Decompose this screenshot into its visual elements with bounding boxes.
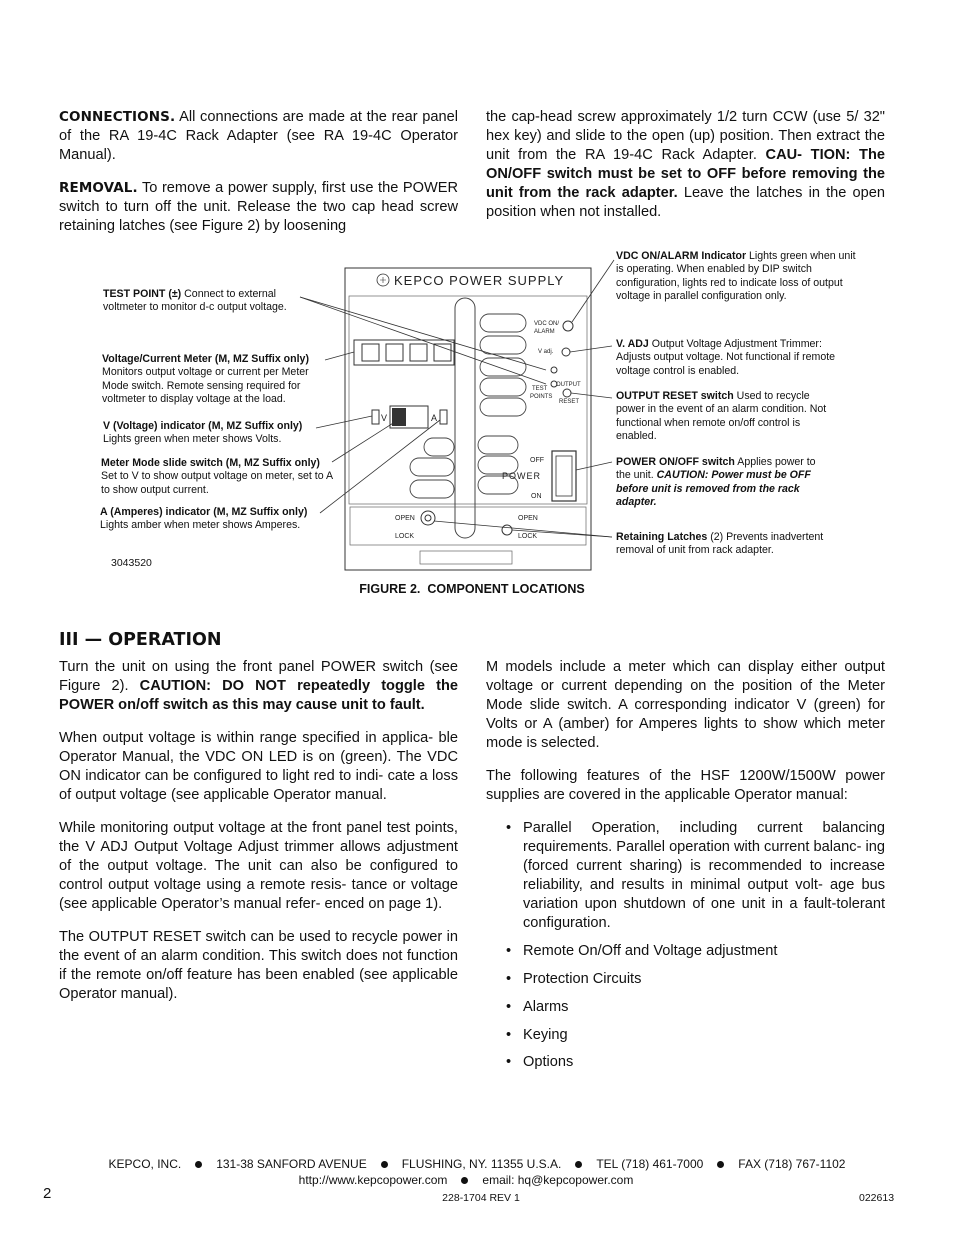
operation-section-title: III — OPERATION xyxy=(59,630,222,650)
power-label: POWER xyxy=(502,471,542,481)
a-indicator xyxy=(440,410,447,424)
date-code: 022613 xyxy=(859,1192,895,1204)
left-retaining-latch xyxy=(421,511,435,525)
operation-paragraph-1: Turn the unit on using the front panel POWER switch (see Figure 2). CAUTION: DO NOT repeatedly toggle the POWER on/off switch as this may cause unit to fault. xyxy=(59,659,458,713)
page-number: 2 xyxy=(43,1185,52,1202)
connections-removal-column xyxy=(59,108,458,250)
label-v-adj: V. ADJ Output Voltage Adjustment Trimmer: Adjusts output voltage. Not functional if remote voltage control is enabled. xyxy=(616,338,836,377)
label-voltage-current-meter: Voltage/Current Meter (M, MZ Suffix only) Monitors output voltage or current per Meter Mode switch. Remote sensing required for voltmeter to display voltage at the load. xyxy=(102,353,309,406)
list-item: • Remote On/Off and Voltage adjustment xyxy=(506,942,778,959)
test-point-positive xyxy=(551,367,557,373)
bullet-dot-icon xyxy=(195,1161,202,1168)
removal-caution: CAU- TION: The ON/OFF switch must be set to OFF before removing the unit from the rack adapter. xyxy=(486,146,885,201)
removal-lead: REMOVAL. xyxy=(59,180,138,197)
right-latch-open: OPEN xyxy=(518,515,538,522)
footer-email[interactable]: email: hq@kepcopower.com xyxy=(482,1173,634,1187)
doc-number: 228-1704 REV 1 xyxy=(442,1192,520,1204)
footer-web-line xyxy=(0,1173,932,1187)
bullet-dot-icon xyxy=(717,1161,724,1168)
bullet-dot-icon xyxy=(575,1161,582,1168)
operation-right-column xyxy=(486,658,885,1081)
footer-web[interactable]: http://www.kepcopower.com xyxy=(298,1173,448,1187)
off-label: OFF xyxy=(530,457,544,464)
right-retaining-latch xyxy=(502,525,512,535)
reset-label: RESET xyxy=(559,399,580,405)
label-vdc-on-alarm: VDC ON/ALARM Indicator Lights green when unit is operating. When enabled by DIP switch configuration, lights red to indicate loss of output voltage in parallel configuration only. xyxy=(616,250,856,303)
test-label: TEST xyxy=(532,386,548,392)
bullet-dot-icon xyxy=(461,1177,468,1184)
label-output-reset: OUTPUT RESET switch Used to recycle power in the event of an alarm condition. Not functional when remote on/off control is enabled. xyxy=(616,390,827,443)
output-label: OUTPUT xyxy=(556,382,581,388)
vdc-on-label: VDC ON/ xyxy=(534,321,560,327)
list-item: • Parallel Operation, including current balancing requirements. Parallel operation with current balanc- ing (forced current sharing) is recommended to increase reliability, and results in minimal output volt- age bus variation upon shutdown of one unit in a fault-tolerant configuration. xyxy=(506,820,885,931)
removal-continued-column xyxy=(486,108,885,236)
bullet-dot-icon xyxy=(381,1161,388,1168)
left-latch-lock: LOCK xyxy=(395,533,415,540)
connections-paragraph: CONNECTIONS. All connections are made at the rear panel of the RA 19-4C Rack Adapter (see RA 19-4C Operator Manual). xyxy=(59,109,458,163)
removal-continued-paragraph: the cap-head screw approximately 1/2 turn CCW (use 5/ 32" hex key) and slide to the open (up) position. Then extract the unit from the RA 19-4C Rack Adapter. CAU- TION: The ON/OFF switch must be set to OFF before removing the unit from the rack adapter. Leave the latches in the open position when not installed. xyxy=(486,109,885,220)
v-adj-trimmer xyxy=(562,348,570,356)
v-indicator xyxy=(372,410,379,424)
label-test-point: TEST POINT (±) Connect to external voltmeter to monitor d-c output voltage. xyxy=(103,288,287,314)
list-item: • Protection Circuits xyxy=(506,970,642,987)
bottom-label-slot xyxy=(420,551,512,564)
operation-paragraph-4: The OUTPUT RESET switch can be used to recycle power in the event of an alarm condition. This switch does not function if the remote on/off feature has been enabled (see applicable Operator manual). xyxy=(59,929,458,1003)
panel-brand: KEPCO POWER SUPPLY xyxy=(394,273,565,288)
power-toggle-caution: CAUTION: DO NOT repeatedly toggle the POWER on/off switch as this may cause unit to fault. xyxy=(59,677,458,713)
label-v-indicator: V (Voltage) indicator (M, MZ Suffix only) Lights green when meter shows Volts. xyxy=(103,420,303,446)
list-item: • Options xyxy=(506,1054,574,1071)
vdc-on-alarm-led xyxy=(563,321,573,331)
left-latch-open: OPEN xyxy=(395,515,415,522)
voltage-current-meter xyxy=(354,340,454,365)
a-indicator-label: A xyxy=(431,413,438,423)
label-retaining-latches: Retaining Latches (2) Prevents inadvertent removal of unit from rack adapter. xyxy=(616,531,824,557)
removal-paragraph: REMOVAL. To remove a power supply, first use the POWER switch to turn off the unit. Release the two cap head screw retaining latches (see Figure 2) by loosening xyxy=(59,180,458,235)
drawing-number: 3043520 xyxy=(111,557,152,569)
features-list xyxy=(486,819,885,1072)
footer-address: 131-38 SANFORD AVENUE xyxy=(216,1157,367,1171)
connections-lead: CONNECTIONS. xyxy=(59,109,176,125)
footer-tel: TEL (718) 461-7000 xyxy=(596,1157,704,1171)
footer-address-line xyxy=(0,1157,954,1171)
meter-models-paragraph: M models include a meter which can display either output voltage or current depending on the position of the Meter Mode slide switch. A corresponding indicator V (green) for Volts or A (amber) for Amperes lights to show which meter mode is selected. xyxy=(486,659,885,751)
retaining-latch-bar xyxy=(350,507,586,545)
right-latch-lock: LOCK xyxy=(518,533,538,540)
figure-caption: FIGURE 2. COMPONENT LOCATIONS xyxy=(359,582,585,596)
operation-paragraph-3: While monitoring output voltage at the front panel test points, the V ADJ Output Voltage Adjust trimmer allows adjustment of the output voltage. The unit can also be configured to control output voltage using a remote resis- tance or voltage (see applicable Operator’s manual refer- enced on page 1). xyxy=(59,820,458,912)
label-a-indicator: A (Amperes) indicator (M, MZ Suffix only) Lights amber when meter shows Amperes. xyxy=(100,506,308,532)
list-item: • Alarms xyxy=(506,998,569,1015)
label-power-switch: POWER ON/OFF switch Applies power to the unit. CAUTION: Power must be OFF before unit is removed from the rack adapter. xyxy=(616,456,816,509)
v-indicator-label: V xyxy=(381,413,388,423)
features-intro-paragraph: The following features of the HSF 1200W/1500W power supplies are covered in the applicable Operator manual: xyxy=(486,768,885,803)
alarm-label: ALARM xyxy=(534,329,555,335)
footer-company: KEPCO, INC. xyxy=(108,1157,182,1171)
output-reset-switch xyxy=(563,389,571,397)
label-meter-mode-switch: Meter Mode slide switch (M, MZ Suffix only) Set to V to show output voltage on meter, set to A to show output current. xyxy=(101,457,333,496)
v-adj-label: V adj. xyxy=(538,349,554,355)
front-panel-handle xyxy=(455,298,475,538)
operation-left-column xyxy=(59,658,458,1019)
points-label: POINTS xyxy=(530,394,553,400)
footer-fax: FAX (718) 767-1102 xyxy=(738,1157,846,1171)
operation-paragraph-2: When output voltage is within range specified in applica- ble Operator Manual, the VDC ON LED is on (green). The VDC ON indicator can be configured to light red to indi- cate a loss of output voltage (see applicable Operator manual. xyxy=(59,730,458,803)
list-item: • Keying xyxy=(506,1026,568,1043)
on-label: ON xyxy=(531,493,542,500)
footer-city: FLUSHING, NY. 11355 U.S.A. xyxy=(401,1157,562,1171)
power-on-off-switch xyxy=(552,451,576,501)
